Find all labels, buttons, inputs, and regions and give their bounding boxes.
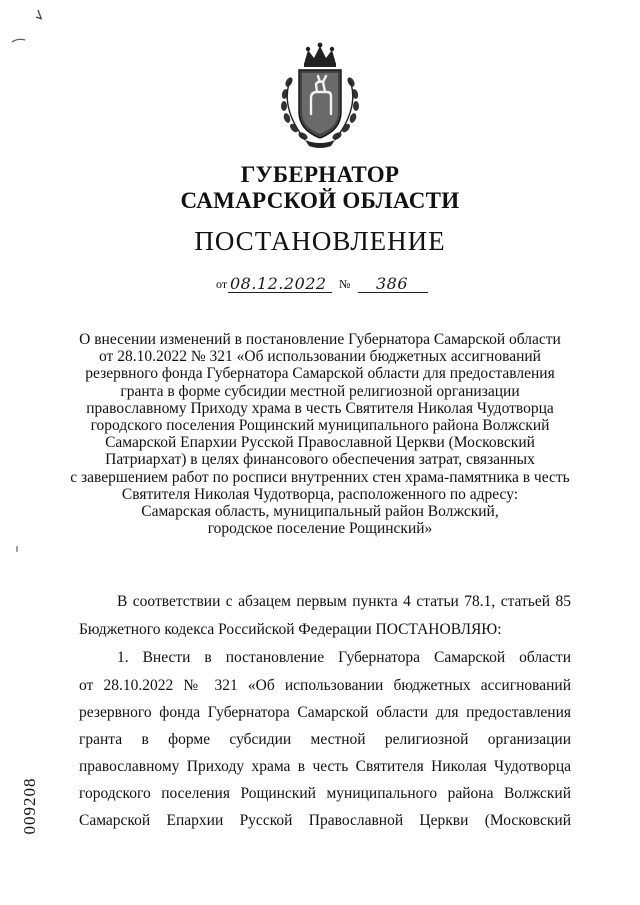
title-line: резервного фонда Губернатора Самарской области для предоставления — [85, 365, 555, 383]
date-value: 08.12.2022 — [230, 274, 327, 293]
scan-mark — [10, 36, 28, 46]
number-value: 386 — [376, 274, 409, 293]
body-line: Бюджетного кодекса Российской Федерации ПОСТАНОВЛЯЮ: — [79, 621, 502, 638]
body-line: гранта в форме субсидии местной религиозной организации — [79, 731, 571, 748]
body-line: православному Приходу храма в честь Святителя Николая Чудотворца — [79, 758, 571, 775]
title-line: городское поселение Рощинский» — [207, 520, 433, 538]
title-line: Патриархат) в целях финансового обеспечения затрат, связанных — [105, 451, 535, 469]
title-line: с завершением работ по росписи внутренних стен храма-памятника в честь — [70, 468, 570, 486]
title-line: православному Приходу храма в честь Святителя Николая Чудотворца — [86, 399, 554, 417]
title-line: О внесении изменений в постановление Губернатора Самарской области — [79, 331, 561, 348]
registration-line — [216, 274, 446, 294]
body-line: городского поселения Рощинский муниципального района Волжский — [79, 785, 571, 802]
title-line: гранта в форме субсидии местной религиозной организации — [120, 382, 520, 400]
title-line: Святителя Николая Чудотворца, расположенного по адресу: — [121, 485, 519, 503]
body-line: резервного фонда Губернатора Самарской области для предоставления — [79, 704, 571, 721]
body-line: 1. Внести в постановление Губернатора Самарской области — [117, 649, 571, 666]
scan-mark — [14, 545, 20, 553]
title-line: Самарская область, муниципальный район Волжский, — [141, 503, 499, 521]
authority-line-2: САМАРСКОЙ ОБЛАСТИ — [180, 188, 460, 213]
authority-line-1: ГУБЕРНАТОР — [240, 162, 400, 187]
date-prefix: от — [216, 277, 228, 291]
title-line: от 28.10.2022 № 321 «Об использовании бюджетных ассигнований — [99, 348, 541, 366]
body-line: В соответствии с абзацем первым пункта 4 статьи 78.1, статьей 85 — [117, 593, 571, 610]
scan-mark — [30, 8, 46, 30]
body-line: Самарской Епархии Русской Православной Церкви (Московский — [79, 812, 571, 829]
title-line: городского поселения Рощинский муниципального района Волжский — [90, 417, 550, 435]
document-type: ПОСТАНОВЛЕНИЕ — [194, 226, 446, 256]
number-prefix: № — [339, 277, 351, 291]
document-title — [60, 331, 580, 537]
coat-of-arms-icon — [271, 42, 369, 150]
body-line: от 28.10.2022 № 321 «Об использовании бюджетных ассигнований — [79, 677, 571, 694]
title-line: Самарской Епархии Русской Православной Церкви (Московский — [105, 434, 535, 452]
side-serial-number: 009208 — [20, 777, 39, 835]
